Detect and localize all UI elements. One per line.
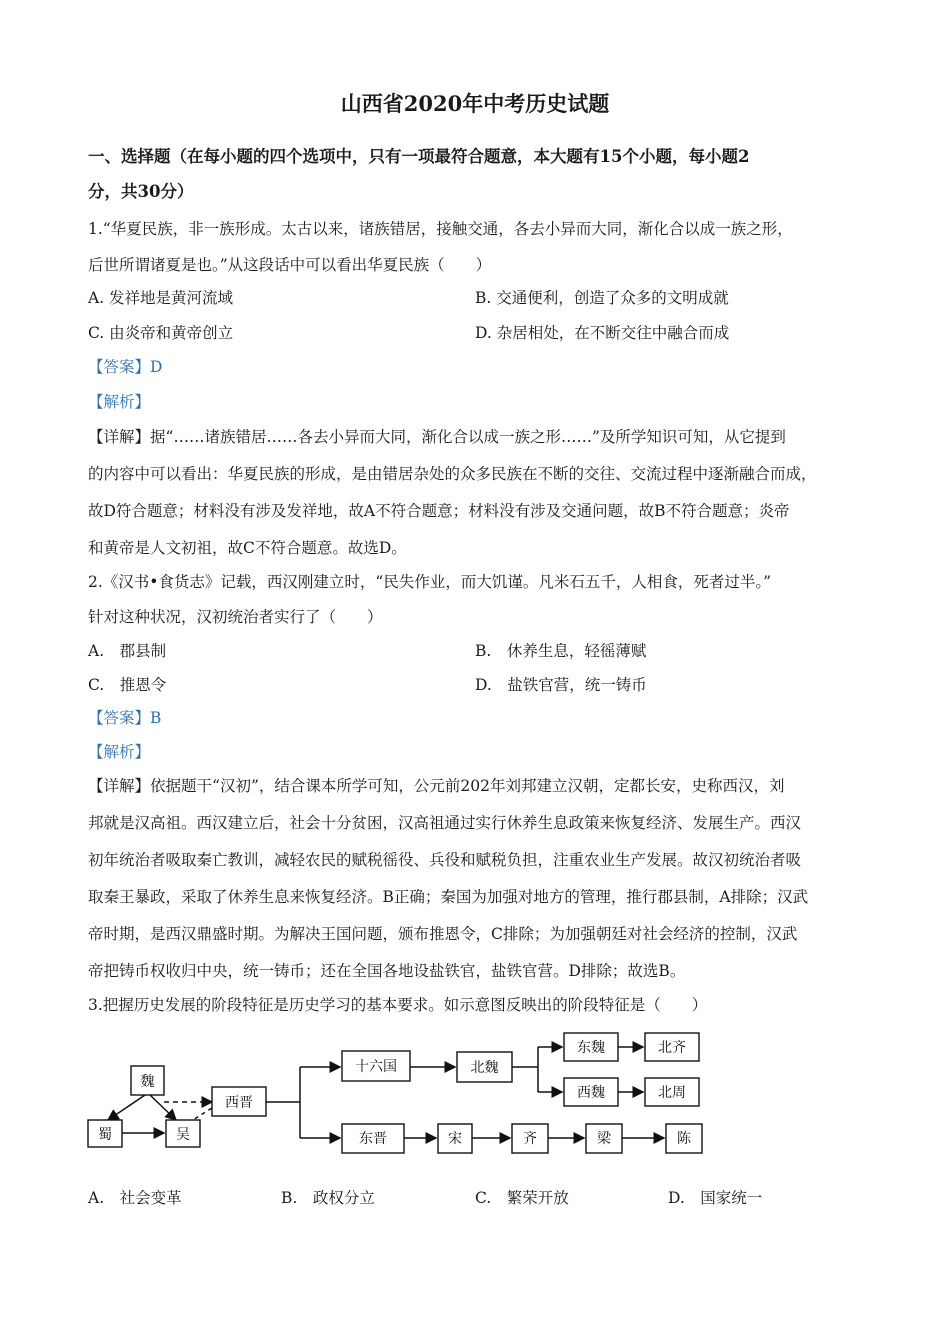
analysis-label: 解析 [103, 393, 135, 411]
analysis-label: 解析 [103, 743, 135, 761]
q1-stem-line2: 后世所谓诸夏是也。”从这段话中可以看出华夏民族（ ） [88, 256, 492, 274]
q2-option-a: A. 郡县制 [88, 642, 167, 660]
q2-analysis [88, 740, 150, 762]
answer-label: 答案 [103, 358, 135, 376]
detail-label: 【详解】 [88, 428, 151, 446]
q3-option-a: A. 社会变革 [88, 1189, 182, 1207]
bracket-left: 【 [88, 358, 104, 376]
q1-option-a: A. 发祥地是黄河流域 [88, 289, 234, 307]
q2-detail-line6: 帝把铸币权收归中央，统一铸币；还在全国各地设盐铁官，盐铁官营。D排除；故选B。 [88, 962, 686, 980]
q1-analysis [88, 390, 150, 412]
node-song-label: 宋 [448, 1131, 462, 1147]
q1-option-c: C. 由炎帝和黄帝创立 [88, 324, 234, 342]
section-heading-line1: 一、选择题（在每小题的四个选项中，只有一项最符合题意，本大题有15个小题，每小题2 [88, 147, 750, 166]
q1-option-b: B. 交通便利，创造了众多的文明成就 [475, 289, 729, 307]
q3-stem: 3.把握历史发展的阶段特征是历史学习的基本要求。如示意图反映出的阶段特征是（ ） [88, 996, 708, 1014]
node-xiwei-label: 西魏 [577, 1085, 605, 1101]
node-wu-label: 吴 [176, 1127, 190, 1143]
q1-detail-line2: 的内容中可以看出：华夏民族的形成，是由错居杂处的众多民族在不断的交往、交流过程中逐渐融合而成， [88, 465, 817, 483]
q1-detail-line4: 和黄帝是人文初祖，故C不符合题意。故选D。 [88, 539, 407, 557]
q3-option-c: C. 繁荣开放 [475, 1189, 569, 1207]
q2-answer [88, 706, 161, 728]
section-heading-line2: 分，共30分） [88, 182, 194, 201]
dynasty-diagram [0, 1020, 950, 1170]
node-shu-label: 蜀 [98, 1127, 112, 1143]
bracket-right: 】 [134, 709, 151, 727]
node-xijin-label: 西晋 [225, 1095, 253, 1111]
bracket-right: 】 [134, 743, 151, 761]
bracket-left: 【 [88, 393, 104, 411]
q1-answer-value: D [150, 358, 163, 376]
node-dongwei-label: 东魏 [577, 1040, 605, 1056]
q1-answer [88, 355, 162, 377]
q2-stem-line2: 针对这种状况，汉初统治者实行了（ ） [88, 608, 383, 626]
node-qi-label: 齐 [523, 1131, 537, 1147]
q2-option-d: D. 盐铁官营，统一铸币 [475, 676, 647, 694]
q3-option-b: B. 政权分立 [281, 1189, 375, 1207]
q3-option-d: D. 国家统一 [668, 1189, 763, 1207]
q1-detail-line3: 故D符合题意；材料没有涉及发祥地，故A不符合题意；材料没有涉及交通问题，故B不符合题意；炎帝 [88, 502, 790, 520]
answer-label: 答案 [103, 709, 135, 727]
q2-detail-line5: 帝时期，是西汉鼎盛时期。为解决王国问题，颁布推恩令，C排除；为加强朝廷对社会经济的控制，汉武 [88, 925, 798, 943]
q2-detail-line1 [88, 774, 784, 796]
node-beiqi-label: 北齐 [658, 1040, 686, 1056]
page-title: 山西省2020年中考历史试题 [340, 91, 610, 116]
node-liang-label: 梁 [597, 1131, 611, 1147]
bracket-right: 】 [134, 358, 151, 376]
q2-detail-line3: 初年统治者吸取秦亡教训，减轻农民的赋税徭役、兵役和赋税负担，注重农业生产发展。故汉初统治者吸 [88, 851, 802, 869]
bracket-left: 【 [88, 709, 104, 727]
node-dongjin-label: 东晋 [359, 1131, 387, 1147]
q1-detail-text1: 据“……诸族错居……各去小异而大同，渐化合以成一族之形……”及所学知识可知，从它提到 [150, 428, 786, 446]
q2-option-b: B. 休养生息，轻徭薄赋 [475, 642, 647, 660]
bracket-left: 【 [88, 743, 104, 761]
node-wei-label: 魏 [140, 1074, 155, 1090]
node-beizhou-label: 北周 [658, 1085, 686, 1101]
detail-label: 【详解】 [88, 777, 151, 795]
q2-answer-value: B [150, 709, 162, 727]
q2-stem-line1: 2.《汉书•食货志》记载，西汉刚建立时，“民失作业，而大饥谨。凡米石五千，人相食，死者过半。” [88, 573, 772, 591]
q2-detail-line4: 取秦王暴政，采取了休养生息来恢复经济。B正确；秦国为加强对地方的管理，推行郡县制，A排除；汉武 [88, 888, 809, 906]
node-beiwei-label: 北魏 [470, 1060, 499, 1076]
node-chen-label: 陈 [677, 1131, 691, 1147]
q2-detail-text1: 依据题干“汉初”，结合课本所学可知，公元前202年刘邦建立汉朝，定都长安，史称西汉，刘 [150, 777, 785, 795]
node-shiliuguo-label: 十六国 [355, 1059, 397, 1075]
q1-detail-line1 [88, 425, 786, 447]
q2-detail-line2: 邦就是汉高祖。西汉建立后，社会十分贫困，汉高祖通过实行休养生息政策来恢复经济、发展生产。西汉 [88, 814, 802, 832]
bracket-right: 】 [134, 393, 151, 411]
q1-option-d: D. 杂居相处，在不断交往中融合而成 [475, 324, 730, 342]
q1-stem-line1: 1.“华夏民族，非一族形成。太古以来，诸族错居，接触交通，各去小异而大同，渐化合以成一族之形， [88, 220, 793, 238]
q2-option-c: C. 推恩令 [88, 676, 167, 694]
